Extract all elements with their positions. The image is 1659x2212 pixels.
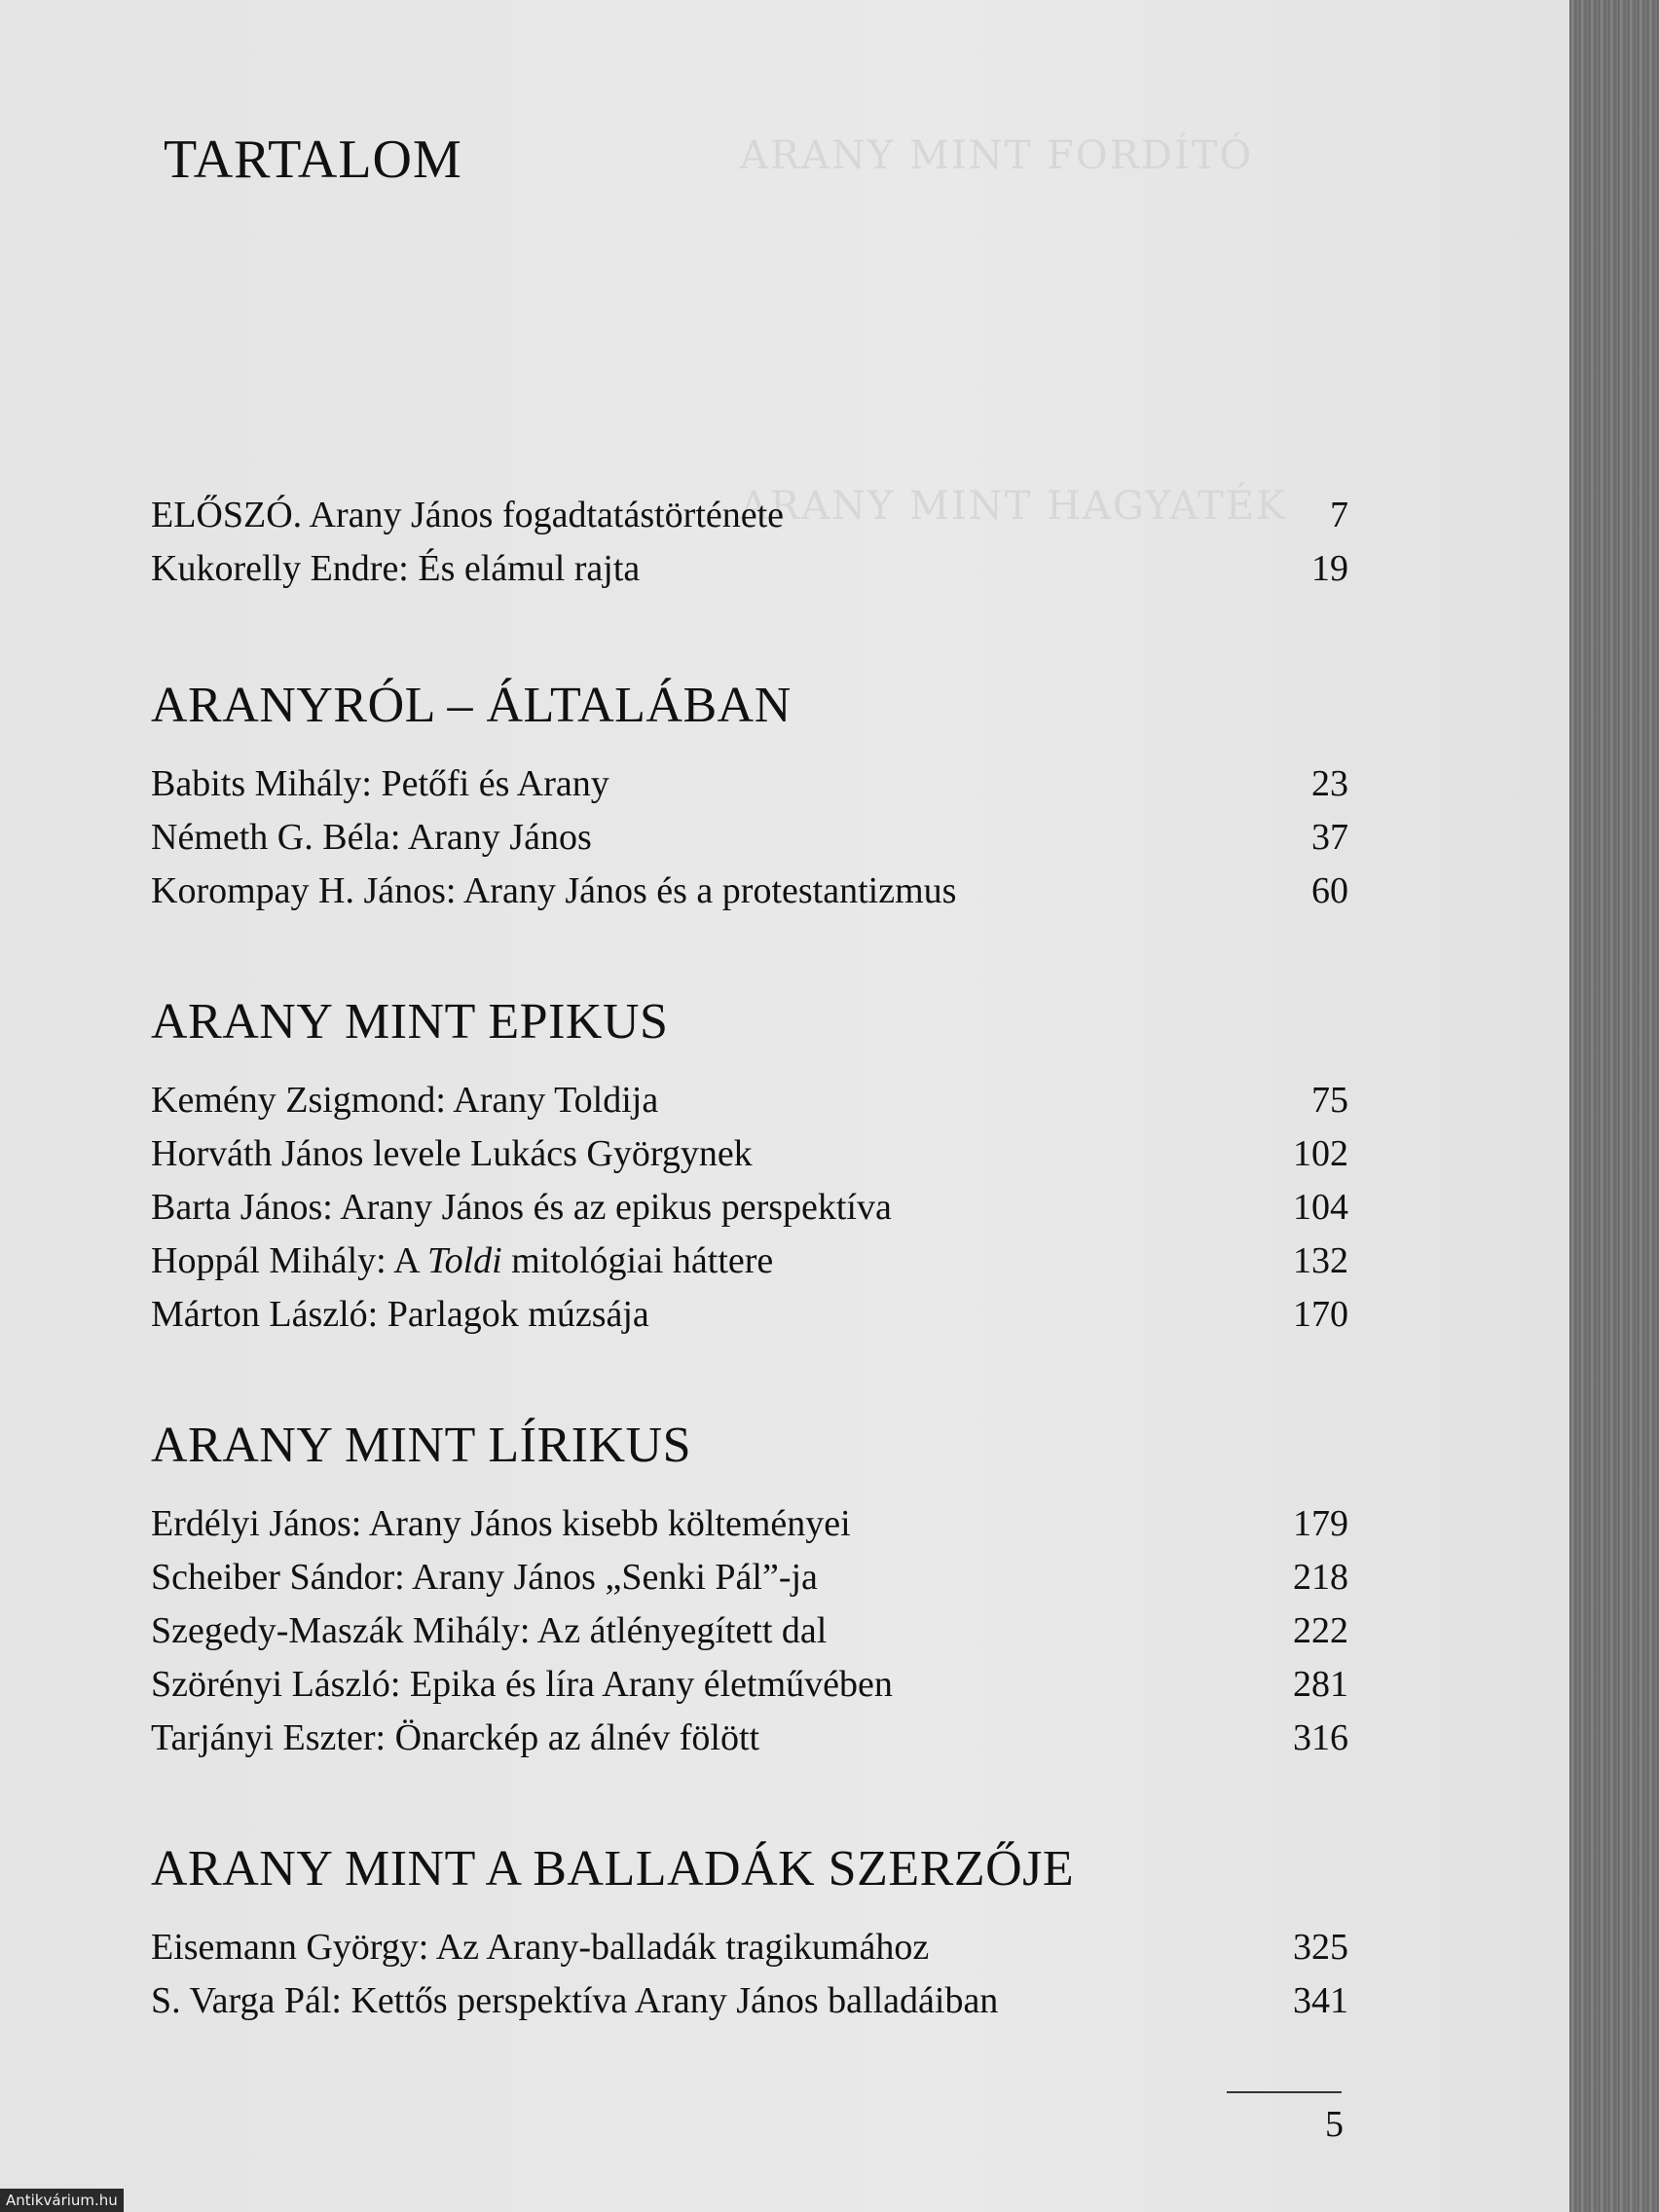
toc-entry bbox=[151, 865, 1348, 918]
toc-entry-page: 60 bbox=[1311, 870, 1348, 911]
toc-entry-title: ELŐSZÓ. Arany János fogadtatástörténete bbox=[151, 495, 785, 535]
folio-rule bbox=[1227, 2091, 1342, 2093]
toc-entry-page: 179 bbox=[1293, 1503, 1348, 1544]
toc-entry bbox=[151, 811, 1348, 865]
toc-entry bbox=[151, 1658, 1348, 1712]
section-title: ARANY MINT EPIKUS bbox=[151, 994, 669, 1050]
toc-entry-title: Kukorelly Endre: És elámul rajta bbox=[151, 548, 641, 589]
toc-entry bbox=[151, 1235, 1348, 1288]
toc-section bbox=[151, 1417, 1348, 1765]
toc-entry-title: Márton László: Parlagok múzsája bbox=[151, 1294, 649, 1335]
toc-section bbox=[151, 677, 1348, 918]
toc-entry-title: Tarjányi Eszter: Önarckép az álnév fölött bbox=[151, 1717, 760, 1758]
toc-entry-page: 170 bbox=[1293, 1294, 1348, 1335]
toc-entry-page: 132 bbox=[1293, 1240, 1348, 1281]
toc-entry bbox=[151, 1497, 1348, 1551]
toc-entry-page: 341 bbox=[1293, 1980, 1348, 2021]
toc-entry-page: 19 bbox=[1311, 548, 1348, 589]
toc-entry-page: 23 bbox=[1311, 763, 1348, 804]
toc-entry-title: Barta János: Arany János és az epikus perspektíva bbox=[151, 1187, 892, 1228]
section-title: ARANYRÓL – ÁLTALÁBAN bbox=[151, 678, 792, 733]
toc-entry-title: Németh G. Béla: Arany János bbox=[151, 817, 592, 858]
toc-entry bbox=[151, 1712, 1348, 1765]
toc-entry bbox=[151, 1974, 1348, 2028]
toc-entry-title: Korompay H. János: Arany János és a protestantizmus bbox=[151, 870, 957, 911]
toc-entry bbox=[151, 1921, 1348, 1974]
toc-entry-title: Szegedy-Maszák Mihály: Az átlényegített dal bbox=[151, 1610, 828, 1651]
toc-entry-title: Horváth János levele Lukács Györgynek bbox=[151, 1133, 753, 1174]
toc-entry-page: 7 bbox=[1330, 495, 1348, 535]
page-edge-stack bbox=[1569, 0, 1659, 2212]
toc-entry-page: 102 bbox=[1293, 1133, 1348, 1174]
toc-entry-title: Erdélyi János: Arany János kisebb költeményei bbox=[151, 1503, 851, 1544]
work-title: Toldi bbox=[426, 1240, 502, 1281]
toc-entry-title: S. Varga Pál: Kettős perspektíva Arany János balladáiban bbox=[151, 1980, 999, 2021]
toc-entry bbox=[151, 542, 1348, 596]
toc-entry-page: 222 bbox=[1293, 1610, 1348, 1651]
page-number: 5 bbox=[1325, 2104, 1344, 2145]
ghost-line: ARANY MINT HAGYATÉK bbox=[740, 484, 1287, 529]
toc-entry-title: Eisemann György: Az Arany-balladák tragikumához bbox=[151, 1927, 930, 1968]
toc-entry bbox=[151, 1604, 1348, 1658]
page-title: TARTALOM bbox=[164, 129, 462, 190]
toc-entry-page: 316 bbox=[1293, 1717, 1348, 1758]
toc-entry bbox=[151, 489, 1348, 542]
toc-entry-title: Kemény Zsigmond: Arany Toldija bbox=[151, 1080, 659, 1121]
toc-entry bbox=[151, 1127, 1348, 1181]
toc-entry-title: Szörényi László: Epika és líra Arany életművében bbox=[151, 1664, 893, 1705]
toc-entry-page: 325 bbox=[1293, 1927, 1348, 1968]
section-title: ARANY MINT LÍRIKUS bbox=[151, 1418, 691, 1473]
toc-entry-title: Hoppál Mihály: A Toldi mitológiai háttere bbox=[151, 1240, 774, 1281]
toc-entry-page: 75 bbox=[1311, 1080, 1348, 1121]
toc-entry-page: 218 bbox=[1293, 1557, 1348, 1598]
toc-entry bbox=[151, 1181, 1348, 1235]
front-matter bbox=[151, 489, 1348, 596]
toc-entry-page: 104 bbox=[1293, 1187, 1348, 1228]
bleed-through-text bbox=[740, 127, 1363, 543]
ghost-line: ARANY MINT FORDÍTÓ bbox=[740, 133, 1254, 178]
toc-entry bbox=[151, 757, 1348, 811]
watermark: Antikvárium.hu bbox=[0, 2189, 124, 2212]
toc-entry bbox=[151, 1551, 1348, 1604]
toc-entry-title: Babits Mihály: Petőfi és Arany bbox=[151, 763, 609, 804]
toc-entry-page: 37 bbox=[1311, 817, 1348, 858]
toc-entry bbox=[151, 1074, 1348, 1127]
toc-entry bbox=[151, 1288, 1348, 1342]
toc-section bbox=[151, 993, 1348, 1342]
toc-entry-page: 281 bbox=[1293, 1664, 1348, 1705]
section-title: ARANY MINT A BALLADÁK SZERZŐJE bbox=[151, 1841, 1075, 1897]
toc-entry-title: Scheiber Sándor: Arany János „Senki Pál”-ja bbox=[151, 1557, 818, 1598]
toc-section bbox=[151, 1840, 1348, 2028]
